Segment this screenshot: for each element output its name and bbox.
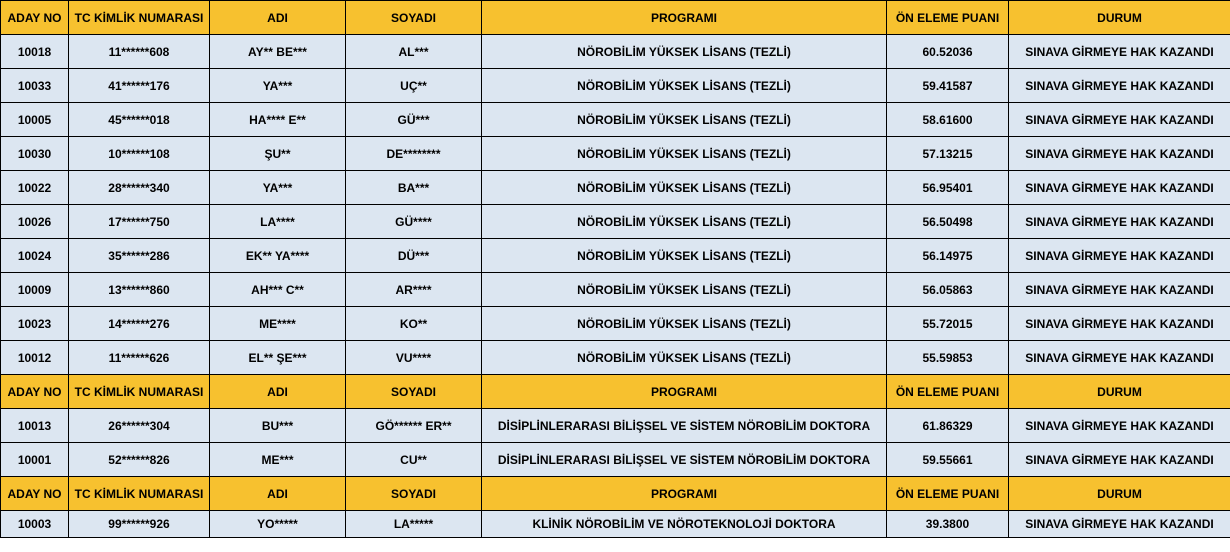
cell-tc-kimlik: 11******626 [69,341,210,375]
cell-aday-no: 10024 [1,239,69,273]
cell-adi: ŞU** [210,137,346,171]
cell-durum: SINAVA GİRMEYE HAK KAZANDI [1009,137,1230,171]
cell-soyadi: KO** [346,307,482,341]
table-row [1,69,1230,103]
cell-durum: SINAVA GİRMEYE HAK KAZANDI [1009,341,1230,375]
cell-programi: DİSİPLİNLERARASI BİLİŞSEL VE SİSTEM NÖROBİLİM DOKTORA [482,409,887,443]
cell-programi: NÖROBİLİM YÜKSEK LİSANS (TEZLİ) [482,307,887,341]
cell-programi: NÖROBİLİM YÜKSEK LİSANS (TEZLİ) [482,205,887,239]
cell-tc-kimlik: 13******860 [69,273,210,307]
cell-aday-no: 10012 [1,341,69,375]
cell-durum: SINAVA GİRMEYE HAK KAZANDI [1009,511,1230,538]
col-header-programi: PROGRAMI [482,1,887,35]
cell-soyadi: AR**** [346,273,482,307]
cell-adi: AH*** C** [210,273,346,307]
cell-tc-kimlik: 10******108 [69,137,210,171]
col-header-aday-no: ADAY NO [1,375,69,409]
cell-adi: AY** BE*** [210,35,346,69]
cell-soyadi: AL*** [346,35,482,69]
cell-tc-kimlik: 28******340 [69,171,210,205]
cell-on-eleme-puani: 39.3800 [887,511,1009,538]
cell-adi: HA**** E** [210,103,346,137]
cell-soyadi: DE******** [346,137,482,171]
col-header-durum: DURUM [1009,1,1230,35]
cell-soyadi: GÜ*** [346,103,482,137]
col-header-on-eleme-puani: ÖN ELEME PUANI [887,1,1009,35]
table-row [1,171,1230,205]
cell-on-eleme-puani: 58.61600 [887,103,1009,137]
table-row [1,273,1230,307]
col-header-on-eleme-puani: ÖN ELEME PUANI [887,477,1009,511]
cell-aday-no: 10018 [1,35,69,69]
cell-aday-no: 10003 [1,511,69,538]
cell-on-eleme-puani: 59.41587 [887,69,1009,103]
cell-programi: NÖROBİLİM YÜKSEK LİSANS (TEZLİ) [482,137,887,171]
cell-soyadi: BA*** [346,171,482,205]
cell-tc-kimlik: 17******750 [69,205,210,239]
cell-programi: NÖROBİLİM YÜKSEK LİSANS (TEZLİ) [482,239,887,273]
cell-on-eleme-puani: 55.59853 [887,341,1009,375]
cell-on-eleme-puani: 59.55661 [887,443,1009,477]
header-row [1,1,1230,35]
cell-adi: BU*** [210,409,346,443]
cell-durum: SINAVA GİRMEYE HAK KAZANDI [1009,239,1230,273]
col-header-adi: ADI [210,375,346,409]
col-header-tc-kimlik: TC KİMLİK NUMARASI [69,375,210,409]
cell-tc-kimlik: 35******286 [69,239,210,273]
cell-tc-kimlik: 14******276 [69,307,210,341]
col-header-tc-kimlik: TC KİMLİK NUMARASI [69,1,210,35]
table-row [1,35,1230,69]
cell-on-eleme-puani: 55.72015 [887,307,1009,341]
cell-programi: DİSİPLİNLERARASI BİLİŞSEL VE SİSTEM NÖROBİLİM DOKTORA [482,443,887,477]
cell-on-eleme-puani: 56.05863 [887,273,1009,307]
cell-on-eleme-puani: 56.14975 [887,239,1009,273]
cell-aday-no: 10026 [1,205,69,239]
cell-aday-no: 10005 [1,103,69,137]
cell-programi: NÖROBİLİM YÜKSEK LİSANS (TEZLİ) [482,103,887,137]
cell-aday-no: 10033 [1,69,69,103]
cell-durum: SINAVA GİRMEYE HAK KAZANDI [1009,205,1230,239]
cell-soyadi: UÇ** [346,69,482,103]
cell-durum: SINAVA GİRMEYE HAK KAZANDI [1009,443,1230,477]
cell-programi: NÖROBİLİM YÜKSEK LİSANS (TEZLİ) [482,35,887,69]
cell-soyadi: GÜ**** [346,205,482,239]
cell-durum: SINAVA GİRMEYE HAK KAZANDI [1009,273,1230,307]
cell-soyadi: DÜ*** [346,239,482,273]
cell-tc-kimlik: 52******826 [69,443,210,477]
cell-aday-no: 10013 [1,409,69,443]
cell-aday-no: 10023 [1,307,69,341]
cell-soyadi: CU** [346,443,482,477]
cell-soyadi: GÖ****** ER** [346,409,482,443]
cell-tc-kimlik: 99******926 [69,511,210,538]
cell-adi: EK** YA**** [210,239,346,273]
header-row [1,375,1230,409]
cell-adi: ME*** [210,443,346,477]
cell-on-eleme-puani: 60.52036 [887,35,1009,69]
col-header-durum: DURUM [1009,477,1230,511]
cell-aday-no: 10009 [1,273,69,307]
cell-on-eleme-puani: 61.86329 [887,409,1009,443]
col-header-soyadi: SOYADI [346,1,482,35]
table-row [1,341,1230,375]
col-header-durum: DURUM [1009,375,1230,409]
cell-adi: ME**** [210,307,346,341]
cell-programi: NÖROBİLİM YÜKSEK LİSANS (TEZLİ) [482,171,887,205]
cell-on-eleme-puani: 56.50498 [887,205,1009,239]
col-header-soyadi: SOYADI [346,375,482,409]
cell-adi: YA*** [210,69,346,103]
table-row [1,239,1230,273]
cell-aday-no: 10022 [1,171,69,205]
table-row [1,409,1230,443]
col-header-programi: PROGRAMI [482,477,887,511]
table-row [1,307,1230,341]
table-row [1,205,1230,239]
header-row [1,477,1230,511]
cell-soyadi: LA***** [346,511,482,538]
cell-aday-no: 10001 [1,443,69,477]
cell-durum: SINAVA GİRMEYE HAK KAZANDI [1009,103,1230,137]
table-row [1,137,1230,171]
col-header-adi: ADI [210,477,346,511]
table-row [1,443,1230,477]
cell-soyadi: VU**** [346,341,482,375]
table-row [1,511,1230,538]
cell-durum: SINAVA GİRMEYE HAK KAZANDI [1009,409,1230,443]
col-header-adi: ADI [210,1,346,35]
cell-tc-kimlik: 41******176 [69,69,210,103]
cell-programi: KLİNİK NÖROBİLİM VE NÖROTEKNOLOJİ DOKTORA [482,511,887,538]
table-row [1,103,1230,137]
cell-programi: NÖROBİLİM YÜKSEK LİSANS (TEZLİ) [482,69,887,103]
cell-durum: SINAVA GİRMEYE HAK KAZANDI [1009,307,1230,341]
cell-adi: YO***** [210,511,346,538]
col-header-aday-no: ADAY NO [1,1,69,35]
cell-adi: LA**** [210,205,346,239]
col-header-on-eleme-puani: ÖN ELEME PUANI [887,375,1009,409]
cell-aday-no: 10030 [1,137,69,171]
cell-on-eleme-puani: 56.95401 [887,171,1009,205]
col-header-tc-kimlik: TC KİMLİK NUMARASI [69,477,210,511]
col-header-aday-no: ADAY NO [1,477,69,511]
col-header-programi: PROGRAMI [482,375,887,409]
cell-adi: YA*** [210,171,346,205]
cell-tc-kimlik: 11******608 [69,35,210,69]
cell-durum: SINAVA GİRMEYE HAK KAZANDI [1009,69,1230,103]
cell-programi: NÖROBİLİM YÜKSEK LİSANS (TEZLİ) [482,273,887,307]
cell-on-eleme-puani: 57.13215 [887,137,1009,171]
cell-durum: SINAVA GİRMEYE HAK KAZANDI [1009,171,1230,205]
cell-tc-kimlik: 26******304 [69,409,210,443]
cell-tc-kimlik: 45******018 [69,103,210,137]
col-header-soyadi: SOYADI [346,477,482,511]
cell-adi: EL** ŞE*** [210,341,346,375]
cell-programi: NÖROBİLİM YÜKSEK LİSANS (TEZLİ) [482,341,887,375]
cell-durum: SINAVA GİRMEYE HAK KAZANDI [1009,35,1230,69]
